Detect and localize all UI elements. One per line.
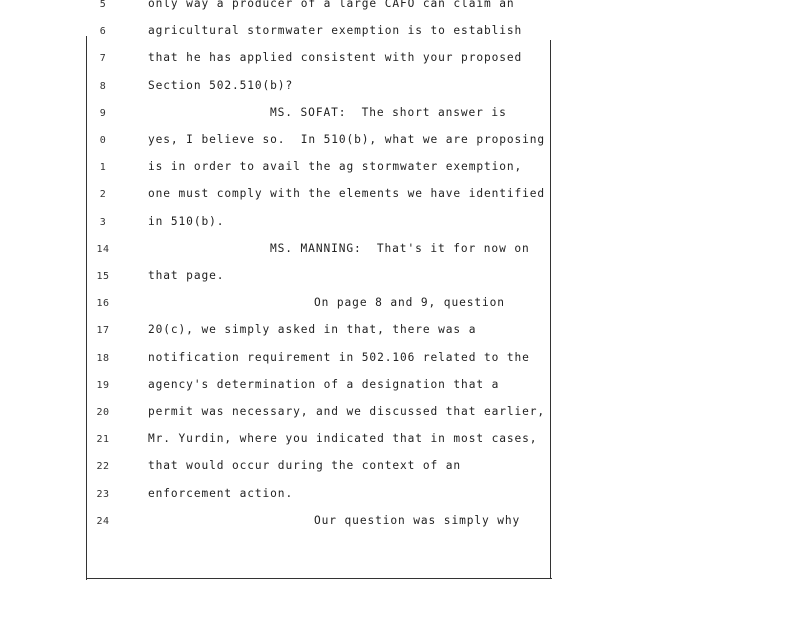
line-text: that would occur during the context of an [148,459,462,473]
line-number: 24 [96,515,110,527]
line-number: 1 [99,162,107,174]
line-number: 15 [96,271,110,282]
transcript-line [0,242,800,262]
line-number: 18 [96,352,110,364]
line-text: is in order to avail the ag stormwater exemption, [148,160,523,174]
transcript-line [0,187,800,207]
line-number: 6 [99,26,107,38]
line-text: Mr. Yurdin, where you indicated that in most cases, [148,432,538,446]
transcript-line [0,24,800,44]
line-number: 5 [99,0,107,10]
line-number: 2 [99,189,107,201]
line-text: Our question was simply why [314,513,521,527]
transcript-line [0,459,800,479]
transcript-line [0,296,800,316]
line-number: 9 [99,107,107,119]
transcript-line [0,432,800,452]
line-number: 0 [99,135,107,146]
line-number: 8 [99,80,107,92]
line-text: MS. MANNING: That's it for now on [270,241,530,255]
line-number: 23 [96,488,110,500]
transcript-line [0,51,800,71]
line-text: only way a producer of a large CAFO can claim an [148,0,515,10]
line-number: 22 [96,461,110,473]
line-number: 14 [96,243,110,255]
line-text: Section 502.510(b)? [148,78,294,92]
line-text: On page 8 and 9, question [314,296,505,310]
transcript-line [0,0,800,17]
transcript-line [0,160,800,180]
line-text: agricultural stormwater exemption is to establish [148,24,523,38]
line-text: MS. SOFAT: The short answer is [270,105,507,119]
transcript-line [0,133,800,153]
transcript-line [0,405,800,425]
transcript-line [0,106,800,126]
line-text: 20(c), we simply asked in that, there was a [148,323,477,337]
line-number: 21 [96,434,110,446]
line-number: 16 [96,298,110,310]
line-text: in 510(b). [148,214,225,228]
transcript-line [0,351,800,371]
line-number: 17 [96,325,110,337]
line-text: notification requirement in 502.106 related to the [148,350,530,364]
transcript-line [0,378,800,398]
transcript-line [0,269,800,289]
line-text: that he has applied consistent with your proposed [148,51,523,65]
line-text: one must comply with the elements we have identified [148,187,546,201]
line-number: 3 [99,216,107,228]
page-bottom-border [86,578,552,579]
line-text: yes, I believe so. In 510(b), what we are proposing [148,133,546,146]
line-text: that page. [148,269,225,282]
line-number: 19 [96,379,110,391]
line-number: 7 [99,53,107,65]
line-text: enforcement action. [148,486,294,500]
transcript-line [0,323,800,343]
line-text: agency's determination of a designation that a [148,377,500,391]
transcript-line [0,514,800,534]
transcript-line [0,79,800,99]
line-text: permit was necessary, and we discussed that earlier, [148,405,546,418]
line-number: 20 [96,407,110,418]
transcript-line [0,487,800,507]
transcript-line [0,215,800,235]
